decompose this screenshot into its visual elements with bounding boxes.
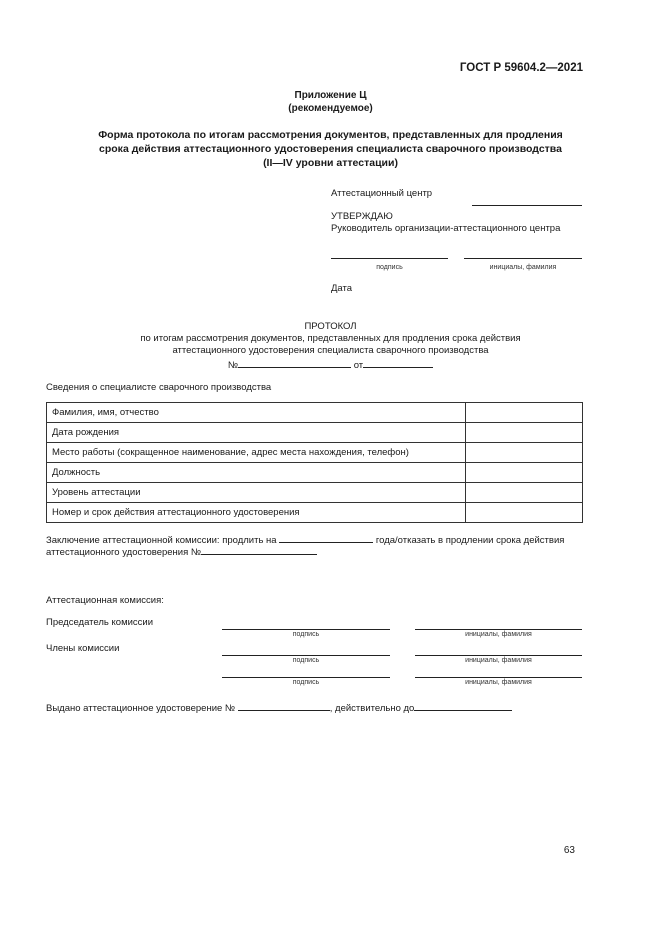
chairman-label: Председатель комиссии [46,617,154,628]
table-row [47,403,583,423]
row-value-position [466,463,583,483]
chairman-signature-line [222,629,390,630]
row-value-workplace [466,443,583,463]
member2-name-caption: инициалы, фамилия [465,679,532,686]
table-row [47,503,583,523]
member1-name-caption: инициалы, фамилия [465,657,532,664]
row-label-position: Должность [47,463,466,483]
protocol-line-2: аттестационного удостоверения специалиста сварочного производства [172,345,489,356]
member2-signature-line [222,677,390,678]
date-label: Дата [331,283,353,294]
specialist-info-heading: Сведения о специалисте сварочного производства [46,382,272,393]
approve-label: УТВЕРЖДАЮ [331,211,393,222]
approval-name-caption: инициалы, фамилия [489,264,557,271]
conclusion-line-2 [46,545,317,558]
row-label-workplace: Место работы (сокращенное наименование, адрес места нахождения, телефон) [47,443,466,463]
approval-signature-caption: подпись [376,264,403,271]
table-row [47,463,583,483]
protocol-number-blank [238,358,351,368]
appendix-note: (рекомендуемое) [288,103,373,114]
row-value-full-name [466,403,583,423]
row-label-birth-date: Дата рождения [47,423,466,443]
protocol-number-line [0,358,661,371]
protocol-title: ПРОТОКОЛ [304,321,357,332]
chairman-name-caption: инициалы, фамилия [465,631,532,638]
form-title-line-2: срока действия аттестационного удостоверения специалиста сварочного производства [99,143,562,155]
certification-center-line [472,205,582,206]
member1-signature-line [222,655,390,656]
standard-number: ГОСТ Р 59604.2—2021 [459,62,583,74]
chairman-name-line [415,629,582,630]
conclusion-part-3: аттестационного удостоверения № [46,547,202,558]
approval-name-line [464,258,582,259]
table-row [47,483,583,503]
organization-head-label: Руководитель организации-аттестационного центра [331,223,561,234]
member2-name-line [415,677,582,678]
issued-valid-until-blank [414,701,512,711]
protocol-from-label: от [353,360,364,371]
protocol-number-prefix: № [227,360,239,371]
member2-signature-caption: подпись [292,679,320,686]
row-value-level [466,483,583,503]
commission-heading: Аттестационная комиссия: [46,595,164,606]
appendix-title: Приложение Ц [294,90,367,101]
protocol-line-1: по итогам рассмотрения документов, представленных для продления срока действия [140,333,521,344]
row-label-full-name: Фамилия, имя, отчество [47,403,466,423]
issued-line [46,701,512,714]
specialist-info-table [46,402,583,523]
conclusion-part-1: Заключение аттестационной комиссии: продлить на [46,535,277,546]
issued-number-blank [238,701,330,711]
table-row [47,443,583,463]
member1-signature-caption: подпись [292,657,320,664]
form-title-line-1: Форма протокола по итогам рассмотрения документов, представленных для продления [98,129,563,141]
row-label-level: Уровень аттестации [47,483,466,503]
issued-part-2: , действительно до [329,703,415,714]
conclusion-years-blank [279,533,373,543]
row-value-birth-date [466,423,583,443]
table-row [47,423,583,443]
protocol-date-blank [363,358,433,368]
row-label-certificate: Номер и срок действия аттестационного удостоверения [47,503,466,523]
chairman-signature-caption: подпись [292,631,320,638]
page-number: 63 [563,845,575,856]
conclusion-number-blank [201,545,317,555]
approval-signature-line [331,258,448,259]
form-title-line-3: (II—IV уровни аттестации) [263,157,398,169]
members-label: Члены комиссии [46,643,120,654]
certification-center-label: Аттестационный центр [331,188,433,199]
conclusion-part-2: года/отказать в продлении срока действия [375,535,565,546]
row-value-certificate [466,503,583,523]
issued-part-1: Выдано аттестационное удостоверение № [46,703,236,714]
member1-name-line [415,655,582,656]
